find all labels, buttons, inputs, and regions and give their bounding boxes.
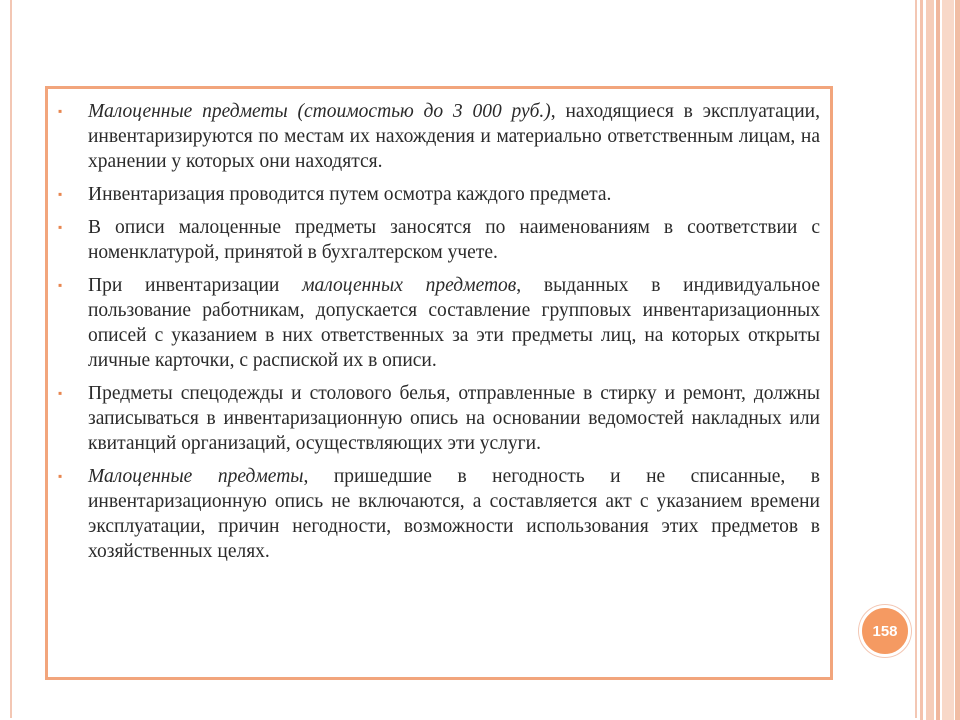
bullet-item-4 [56,273,820,373]
bullet-item-3 [56,215,820,265]
content-box [45,86,833,680]
bullet-text-italic: Малоценные предметы (стоимостью до 3 000 руб.) [88,101,551,122]
bullet-text-italic: Малоценные предметы [88,466,304,487]
bullet-marker: ▪ [58,220,63,234]
bullet-text: , пришедшие в негодность и не списанные, в инвентаризационную опись не включаются, а составляется акт с указанием времени эксплуатации, причин негодности, возможности использования этих предметов в хозяйственных целях. [88,466,820,562]
bullet-text: , находящиеся в эксплуатации, инвентаризируются по местам их нахождения и материально ответственным лицам, на хранении у которых они находятся. [88,101,820,172]
bullet-item-2 [56,182,820,207]
bullet-text: Предметы спецодежды и столового белья, отправленные в стирку и ремонт, должны записываться в инвентаризационную опись на основании ведомостей накладных или квитанций организаций, осуществляющих эти услуги. [88,383,820,454]
stripe [936,0,940,720]
bullet-text: Инвентаризация проводится путем осмотра каждого предмета. [88,184,612,205]
bullet-marker: ▪ [58,278,63,292]
bullet-item-5 [56,381,820,456]
stripe [942,0,954,720]
bullet-marker: ▪ [58,386,63,400]
bullet-list [56,99,820,564]
bullet-text: , выданных в индивидуальное пользование работникам, допускается составление групповых инвентаризационных описей с указанием в них ответственных за эти предметы лиц, на которых открыты личные карточки, с распиской их в описи. [88,275,820,371]
bullet-marker: ▪ [58,469,63,483]
stripe [926,0,934,720]
decorative-stripes [920,0,960,720]
bullet-text-italic: малоценных предметов [302,275,517,296]
bullet-marker: ▪ [58,104,63,118]
bullet-marker: ▪ [58,187,63,201]
bullet-text: При инвентаризации [88,275,303,296]
bullet-item-1 [56,99,820,174]
stripe [920,0,923,720]
page-number-badge: 158 [859,605,911,657]
bullet-item-6 [56,464,820,564]
bullet-text: В описи малоценные предметы заносятся по наименованиям в соответствии с номенклатурой, принятой в бухгалтерском учете. [88,217,820,263]
stripe [955,0,960,720]
